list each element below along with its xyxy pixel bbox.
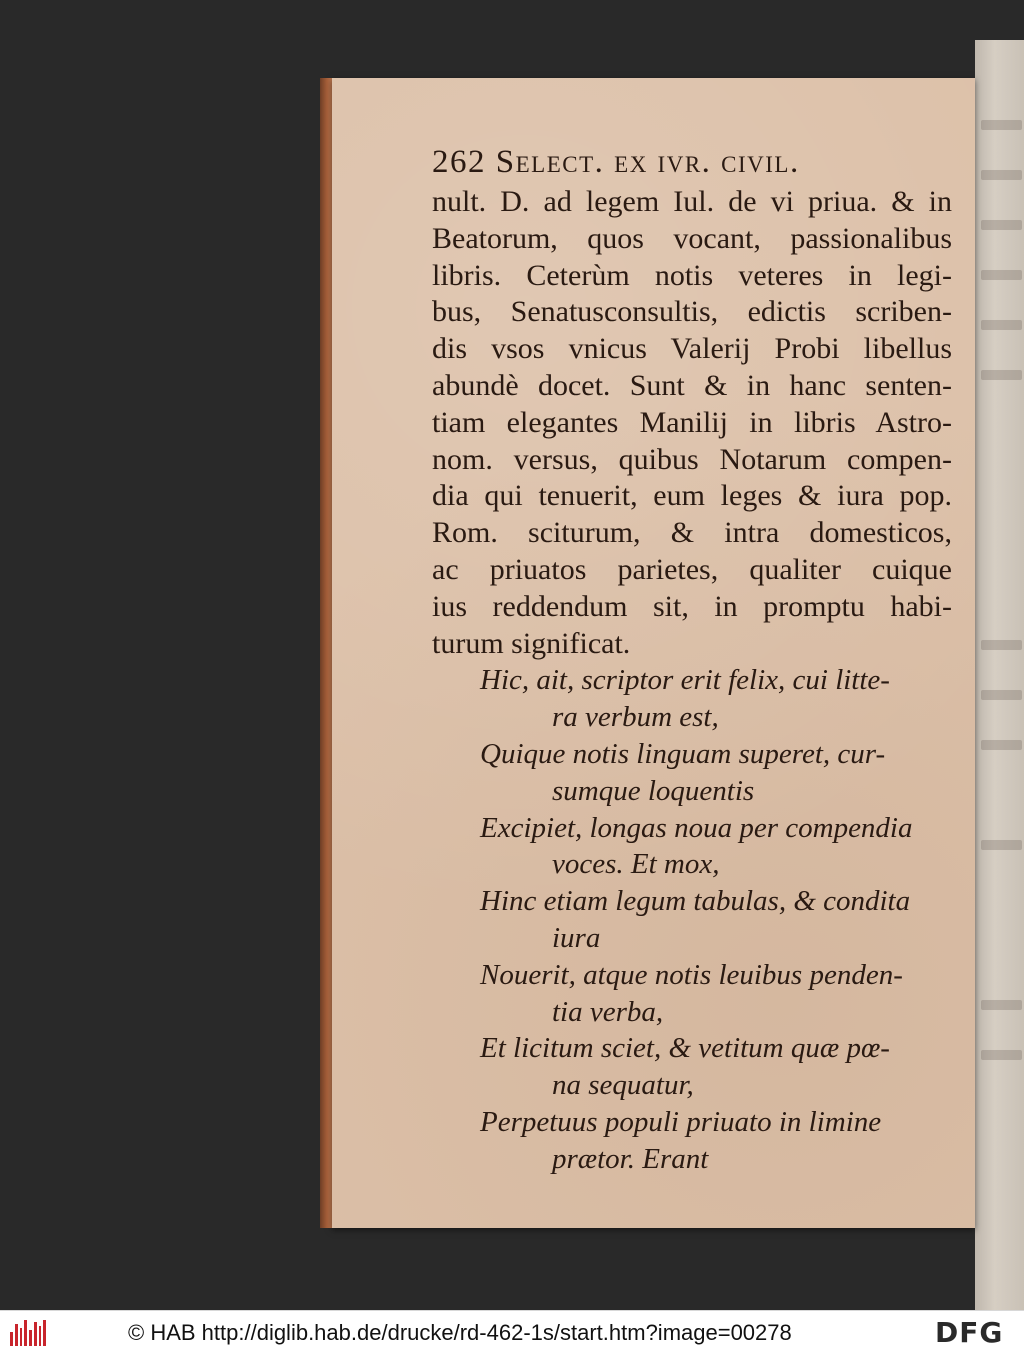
prose-line: dia qui tenuerit, eum leges & iura pop. (432, 479, 952, 513)
page-text (432, 140, 952, 1178)
verse-line: ra verbum est, (552, 701, 719, 734)
verse-block (432, 662, 952, 1177)
verse-line: iura (552, 921, 601, 954)
prose-line: nult. D. ad legem Iul. de vi priua. & in (432, 185, 952, 218)
prose-line: tiam elegantes Manilij in libris Astro- (432, 405, 952, 439)
dfg-logo: DFG (935, 1316, 1004, 1349)
hab-logo-icon[interactable] (10, 1320, 46, 1346)
running-header: 262 Select. ex ivr. civil. (432, 144, 800, 180)
verse-line: Quique notis linguam superet, cur- (480, 737, 886, 770)
verse-line: na sequatur, (552, 1069, 694, 1102)
verse-line: tia verba, (552, 995, 664, 1028)
prose-line: turum significat. (432, 626, 631, 660)
verse-line: Perpetuus populi priuato in limine (480, 1105, 882, 1138)
prose-line: Beatorum, quos vocant, passionalibus (432, 221, 952, 255)
verse-line: Excipiet, longas noua per compendia (480, 811, 913, 844)
prose-line: ac priuatos parietes, qualiter cuique (432, 552, 952, 586)
verse-line: sumque loquentis (552, 774, 755, 807)
adjacent-page-strip (975, 40, 1024, 1310)
prose-line: bus, Senatusconsultis, edictis scriben- (432, 295, 952, 329)
book-page (332, 78, 975, 1228)
prose-line: Rom. sciturum, & intra domesticos, (432, 516, 952, 550)
prose-block (432, 184, 952, 662)
verse-line: Hic, ait, scriptor erit felix, cui litte- (480, 664, 890, 697)
prose-line: ius reddendum sit, in promptu habi- (432, 589, 952, 623)
viewer-footer (0, 1310, 1024, 1355)
copyright-url[interactable]: © HAB http://diglib.hab.de/drucke/rd-462-1s/start.htm?image=00278 (128, 1320, 792, 1345)
prose-line: libris. Ceterùm notis veteres in legi- (432, 258, 952, 292)
prose-line: nom. versus, quibus Notarum compen- (432, 442, 952, 476)
prose-line: dis vsos vnicus Valerij Probi libellus (432, 332, 952, 366)
verse-line: voces. Et mox, (552, 848, 720, 881)
verse-line: Hinc etiam legum tabulas, & condita (480, 885, 911, 918)
prose-line: abundè docet. Sunt & in hanc senten- (432, 368, 952, 402)
verse-line: Nouerit, atque notis leuibus penden- (480, 958, 903, 991)
verse-line: Et licitum sciet, & vetitum quæ pœ- (480, 1032, 890, 1065)
verse-line: prætor. Erant (552, 1142, 709, 1175)
